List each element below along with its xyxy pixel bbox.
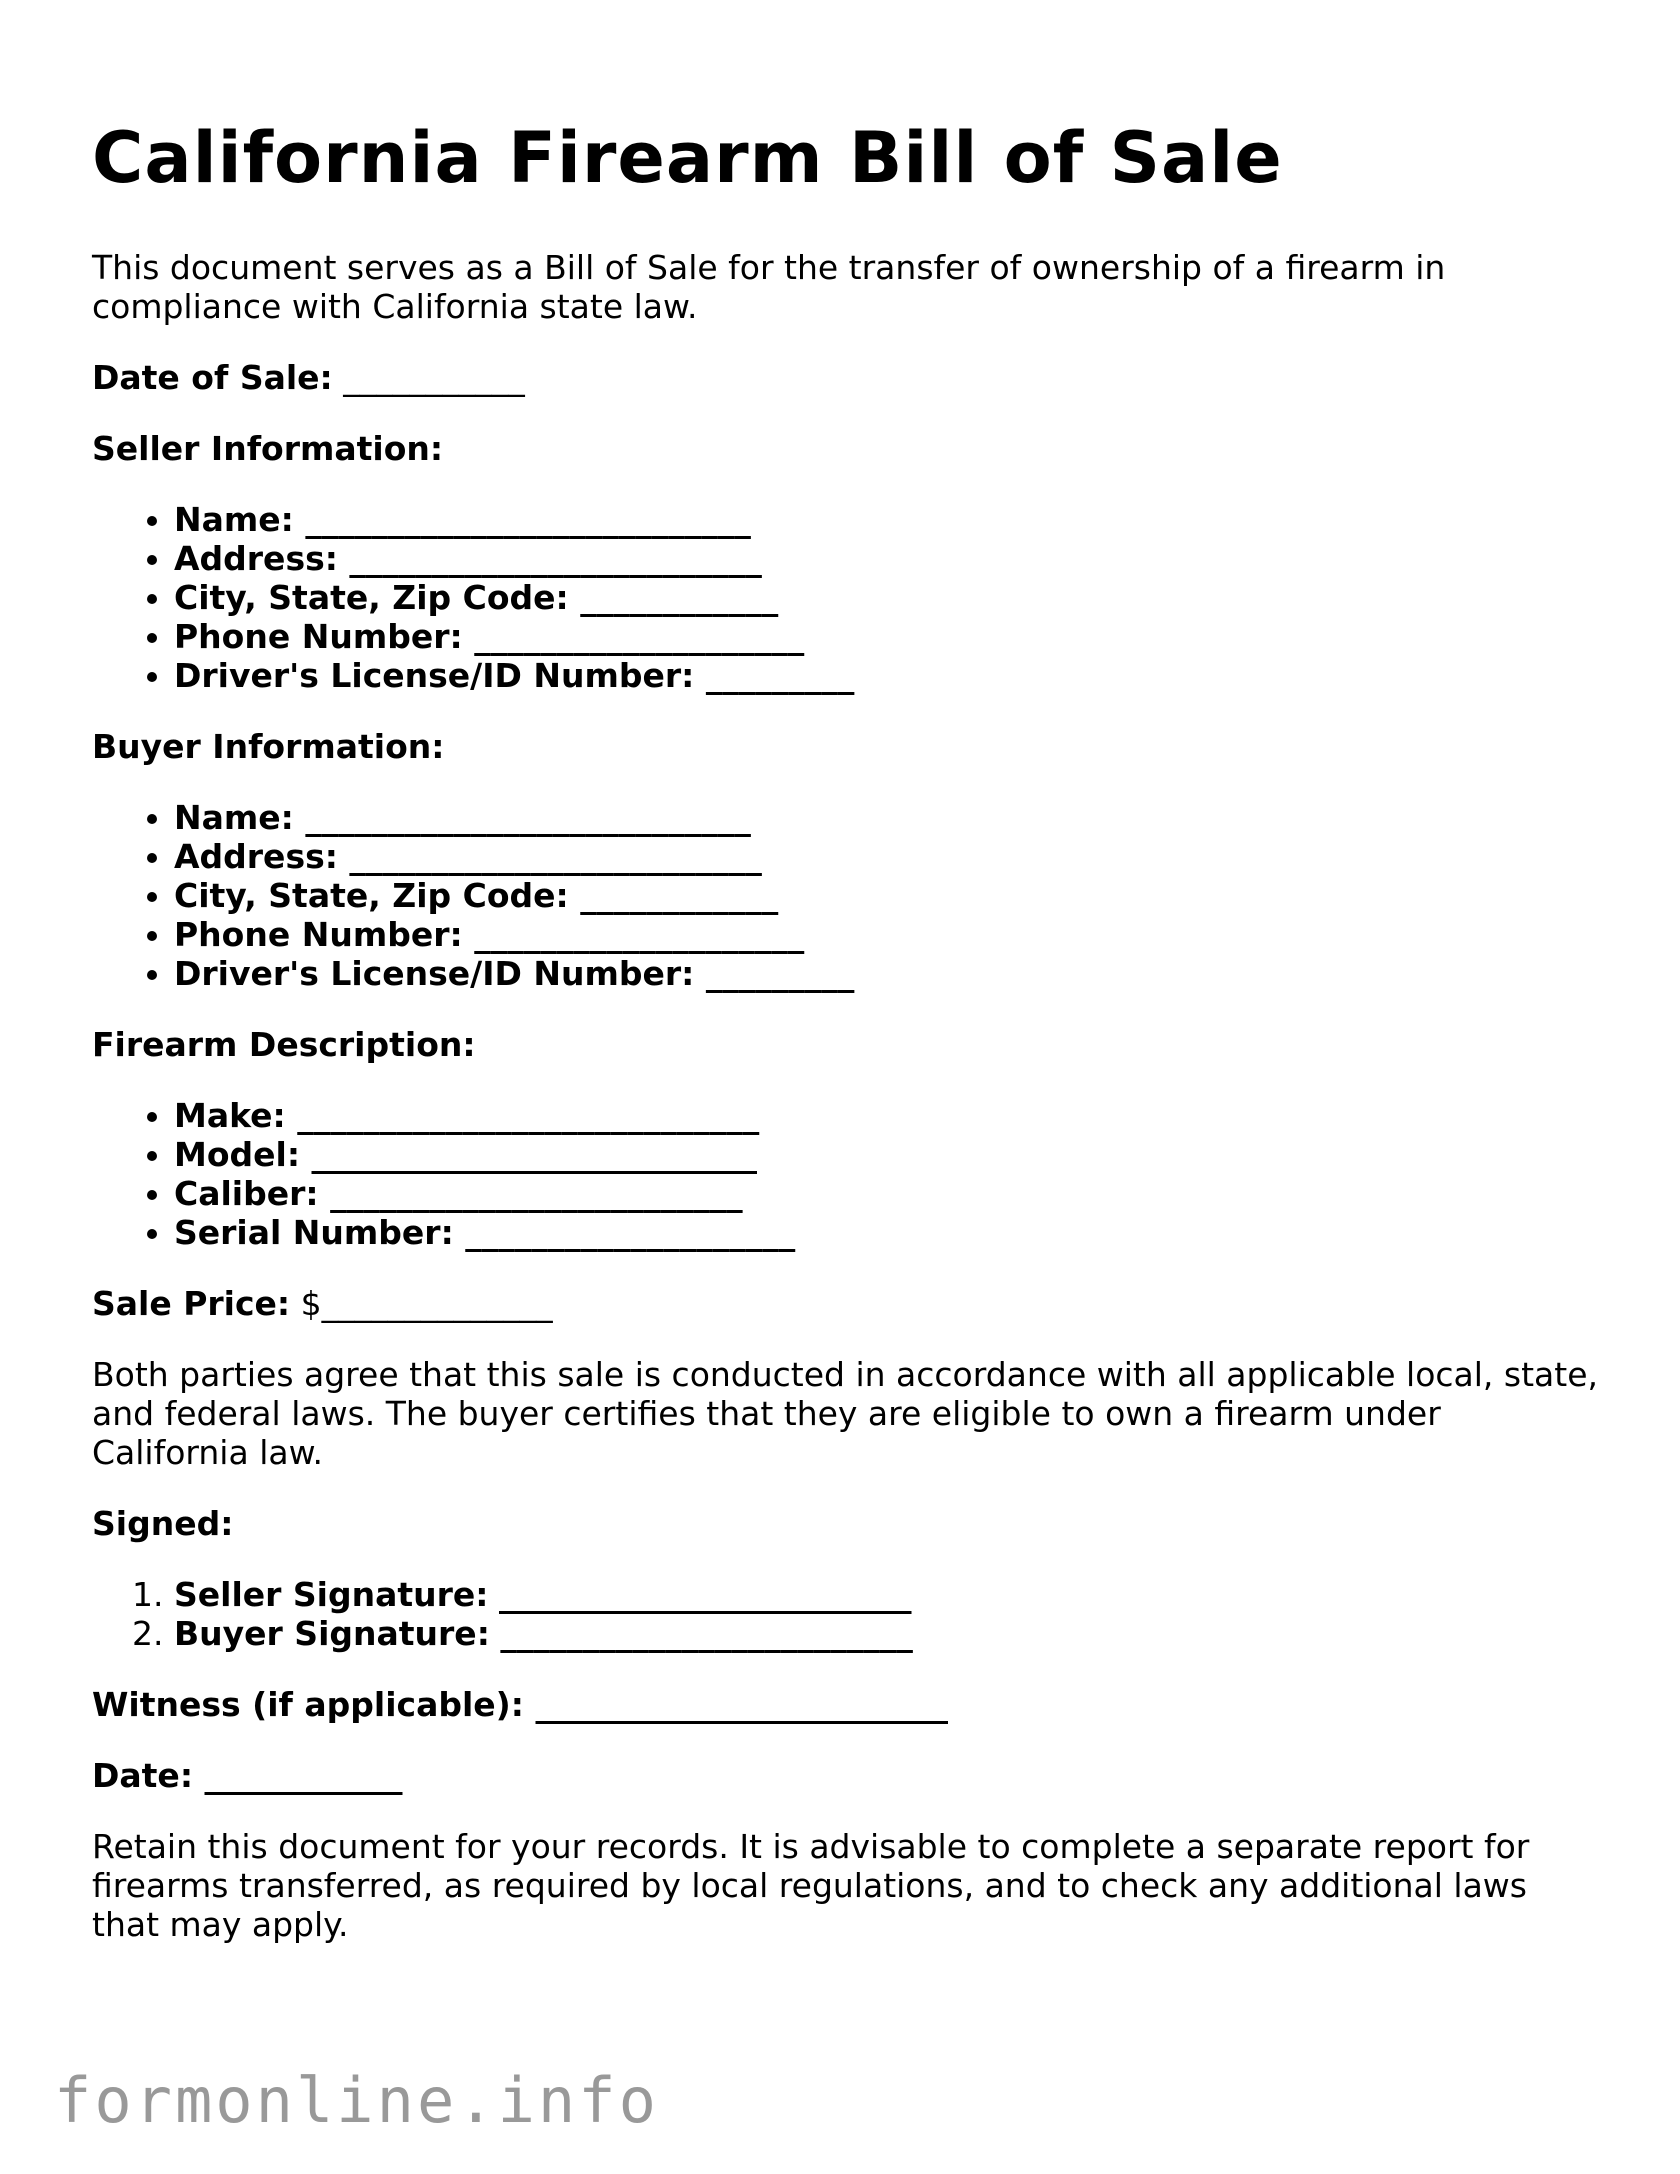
witness-label: Witness (if applicable):: [92, 1685, 524, 1724]
buyer-signature-blank[interactable]: _________________________: [500, 1614, 913, 1653]
list-item: [174, 1213, 1602, 1252]
list-item: [174, 837, 1602, 876]
list-item: [174, 1096, 1602, 1135]
date-of-sale-blank[interactable]: ___________: [343, 358, 525, 397]
seller-license-blank[interactable]: _________: [705, 656, 855, 695]
list-item: [174, 915, 1602, 954]
list-item: [174, 954, 1602, 993]
date-label: Date:: [92, 1756, 194, 1795]
list-item: [174, 617, 1602, 656]
seller-phone-blank[interactable]: ____________________: [474, 617, 805, 656]
date-of-sale-label: Date of Sale:: [92, 358, 333, 397]
buyer-city-label: City, State, Zip Code:: [174, 876, 569, 915]
intro-paragraph: This document serves as a Bill of Sale for the transfer of ownership of a firearm in compliance with California state law.: [92, 248, 1446, 326]
buyer-phone-label: Phone Number:: [174, 915, 463, 954]
firearm-field-list: [92, 1096, 1602, 1252]
seller-signature-label: Seller Signature:: [174, 1575, 489, 1614]
list-item: [174, 656, 1602, 695]
firearm-make-blank[interactable]: ____________________________: [297, 1096, 760, 1135]
seller-license-label: Driver's License/ID Number:: [174, 656, 695, 695]
document-page: [92, 112, 1602, 1976]
seller-name-label: Name:: [174, 500, 294, 539]
buyer-license-label: Driver's License/ID Number:: [174, 954, 695, 993]
date-of-sale-line: [92, 358, 1602, 397]
list-item: [174, 500, 1602, 539]
list-item: [174, 1174, 1602, 1213]
seller-signature-blank[interactable]: _________________________: [499, 1575, 912, 1614]
firearm-model-blank[interactable]: ___________________________: [311, 1135, 758, 1174]
buyer-license-blank[interactable]: _________: [705, 954, 855, 993]
agreement-paragraph: Both parties agree that this sale is conducted in accordance with all applicable local, state, and federal laws. The buyer certifies that they are eligible to own a firearm under California law.: [92, 1355, 1598, 1472]
firearm-heading: Firearm Description:: [92, 1025, 476, 1064]
seller-address-blank[interactable]: _________________________: [349, 539, 762, 578]
seller-address-label: Address:: [174, 539, 338, 578]
buyer-field-list: [92, 798, 1602, 993]
buyer-name-blank[interactable]: ___________________________: [305, 798, 751, 837]
date-line: [92, 1756, 1602, 1795]
list-item: [174, 876, 1602, 915]
buyer-phone-blank[interactable]: ____________________: [474, 915, 805, 954]
buyer-heading: Buyer Information:: [92, 727, 445, 766]
watermark-text: formonline.info: [54, 2064, 659, 2137]
signature-list: [92, 1575, 1602, 1653]
witness-blank[interactable]: _________________________: [535, 1685, 948, 1724]
document-title: California Firearm Bill of Sale: [92, 117, 1283, 199]
seller-phone-label: Phone Number:: [174, 617, 463, 656]
list-item: [174, 798, 1602, 837]
buyer-city-blank[interactable]: ____________: [580, 876, 779, 915]
firearm-serial-blank[interactable]: ____________________: [465, 1213, 796, 1252]
seller-name-blank[interactable]: ___________________________: [305, 500, 751, 539]
list-item: [174, 1135, 1602, 1174]
signed-heading: Signed:: [92, 1504, 234, 1543]
firearm-serial-label: Serial Number:: [174, 1213, 454, 1252]
seller-city-blank[interactable]: ____________: [580, 578, 779, 617]
sale-price-label: Sale Price:: [92, 1284, 291, 1323]
sale-price-blank[interactable]: $______________: [300, 1284, 553, 1323]
list-item: [174, 1575, 1602, 1614]
firearm-caliber-blank[interactable]: _________________________: [330, 1174, 743, 1213]
firearm-caliber-label: Caliber:: [174, 1174, 319, 1213]
seller-field-list: [92, 500, 1602, 695]
list-item: [174, 578, 1602, 617]
buyer-address-label: Address:: [174, 837, 338, 876]
footer-note: Retain this document for your records. It is advisable to complete a separate report for firearms transferred, as required by local regulations, and to check any additional laws that may apply.: [92, 1827, 1530, 1944]
list-item: [174, 539, 1602, 578]
seller-heading: Seller Information:: [92, 429, 444, 468]
firearm-make-label: Make:: [174, 1096, 286, 1135]
seller-city-label: City, State, Zip Code:: [174, 578, 569, 617]
buyer-name-label: Name:: [174, 798, 294, 837]
firearm-model-label: Model:: [174, 1135, 301, 1174]
sale-price-line: [92, 1284, 1602, 1323]
witness-line: [92, 1685, 1602, 1724]
date-blank[interactable]: ____________: [204, 1756, 403, 1795]
list-item: [174, 1614, 1602, 1653]
buyer-address-blank[interactable]: _________________________: [349, 837, 762, 876]
buyer-signature-label: Buyer Signature:: [174, 1614, 490, 1653]
